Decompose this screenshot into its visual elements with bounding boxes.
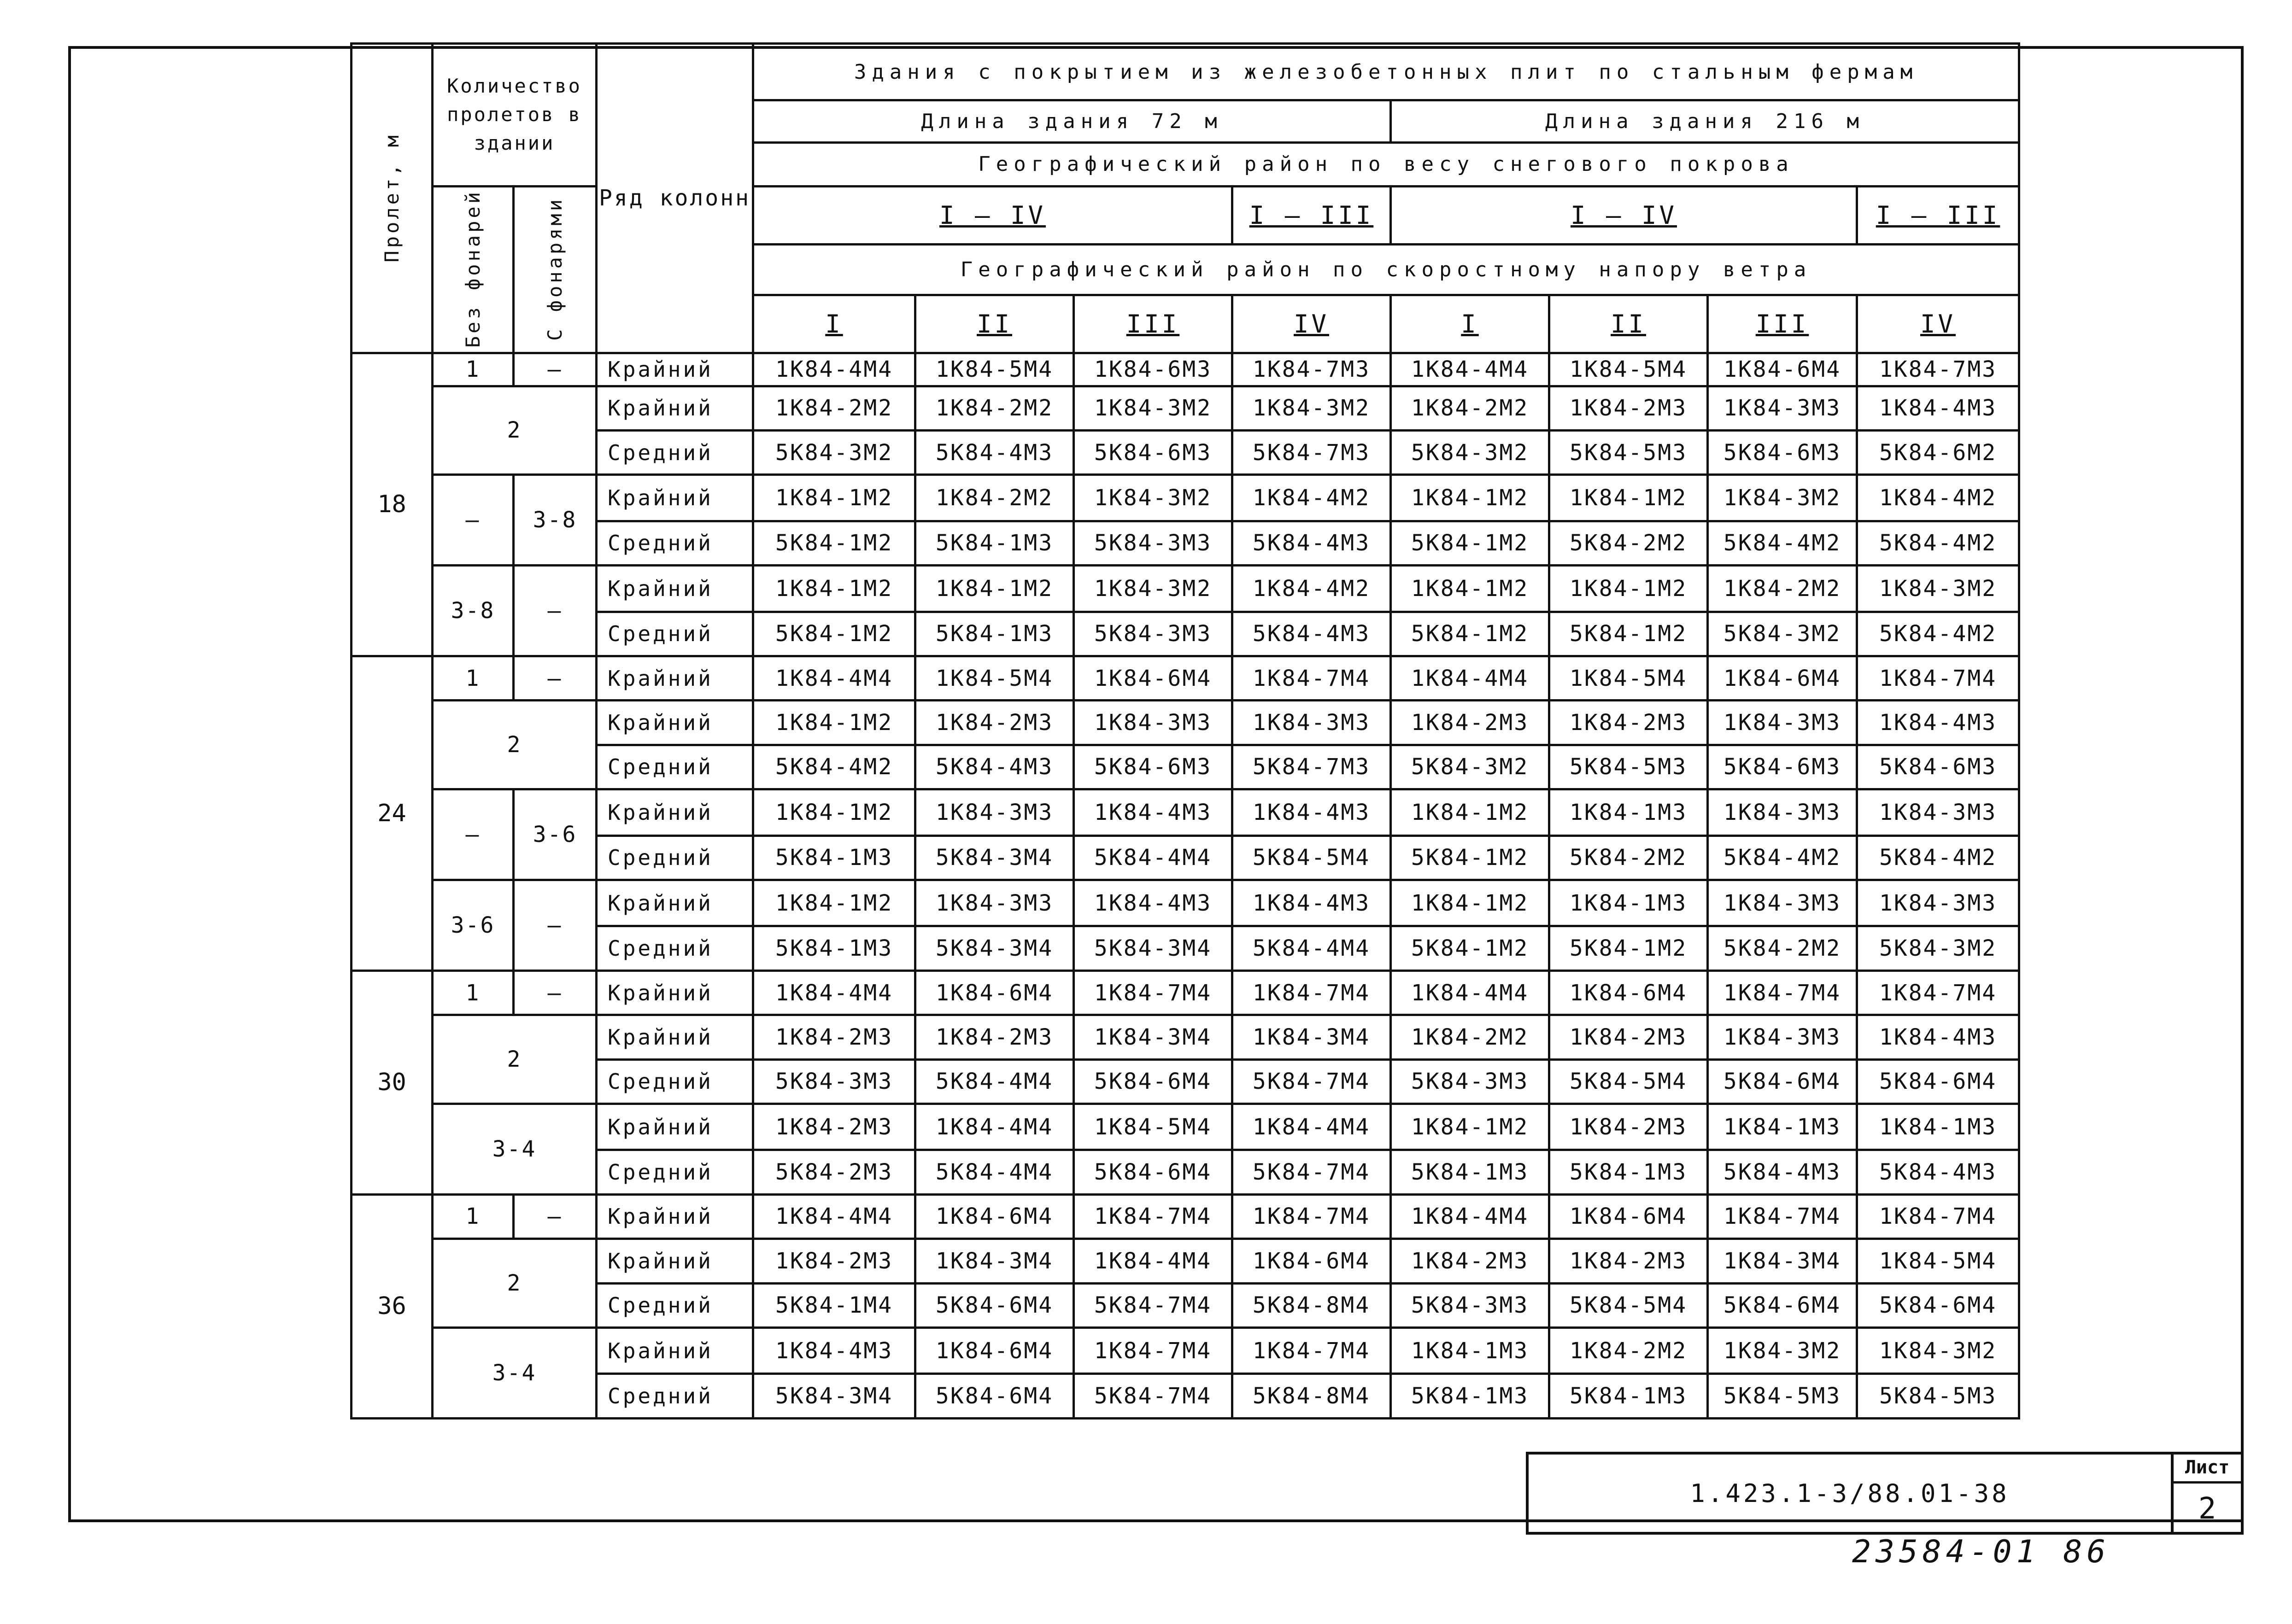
column-mark-cell: 5К84-7М4: [1074, 1283, 1232, 1327]
column-mark-cell: 1К84-1М2: [753, 566, 915, 612]
column-mark-cell: 1К84-7М3: [1232, 353, 1391, 386]
column-mark-cell: 5К84-1М2: [1391, 926, 1549, 970]
column-mark-cell: 5К84-3М4: [753, 1374, 915, 1419]
column-mark-cell: 5К84-3М2: [1391, 430, 1549, 474]
column-mark-cell: 5К84-3М3: [1074, 612, 1232, 656]
column-mark-cell: 5К84-4М2: [1857, 835, 2019, 880]
column-mark-cell: 5К84-6М4: [1708, 1059, 1857, 1104]
column-mark-cell: 1К84-3М2: [1708, 1327, 1857, 1373]
column-mark-cell: 5К84-6М3: [1857, 745, 2019, 789]
column-mark-cell: 1К84-5М4: [915, 656, 1074, 700]
column-mark-cell: 5К84-4М3: [1857, 1150, 2019, 1194]
column-mark-cell: 1К84-5М4: [915, 353, 1074, 386]
table-row: [352, 1194, 2019, 1238]
column-row-type: Крайний: [597, 353, 753, 386]
column-mark-cell: 1К84-4М3: [1074, 789, 1232, 835]
table-row: [352, 880, 2019, 926]
column-mark-cell: 1К84-6М4: [915, 970, 1074, 1015]
column-mark-cell: 1К84-3М3: [1857, 880, 2019, 926]
column-mark-cell: 1К84-3М4: [1074, 1015, 1232, 1059]
column-mark-cell: 5К84-4М2: [1857, 612, 2019, 656]
column-mark-cell: 5К84-2М2: [1708, 926, 1857, 970]
sheet-label: Лист: [2174, 1455, 2241, 1484]
table-row: [352, 1150, 2019, 1194]
column-mark-cell: 1К84-2М3: [1391, 1239, 1549, 1283]
column-mark-cell: 1К84-7М4: [1232, 1327, 1391, 1373]
column-mark-cell: 1К84-4М4: [1391, 970, 1549, 1015]
column-mark-cell: 5К84-4М3: [915, 745, 1074, 789]
column-mark-cell: 5К84-4М2: [1708, 521, 1857, 565]
column-mark-cell: 5К84-7М4: [1074, 1374, 1232, 1419]
snow-region-header: Географический район по весу снегового покрова: [753, 143, 2019, 186]
column-mark-cell: 1К84-7М4: [1074, 970, 1232, 1015]
column-mark-cell: 5К84-4М3: [1232, 521, 1391, 565]
column-mark-cell: 1К84-2М3: [915, 701, 1074, 745]
column-row-type: Крайний: [597, 1239, 753, 1283]
wind-col-header: I: [1391, 295, 1549, 353]
wind-col-header: I: [753, 295, 915, 353]
column-mark-cell: 1К84-1М2: [1391, 789, 1549, 835]
column-mark-cell: 5К84-6М4: [1074, 1059, 1232, 1104]
column-mark-cell: 5К84-5М4: [1549, 1059, 1708, 1104]
count-spans: 2: [433, 701, 597, 789]
column-mark-cell: 5К84-5М3: [1549, 430, 1708, 474]
column-mark-cell: 1К84-3М3: [1708, 386, 1857, 430]
count-no-lanterns: 1: [433, 1194, 514, 1238]
column-mark-cell: 1К84-6М3: [1074, 353, 1232, 386]
column-mark-cell: 1К84-2М2: [915, 475, 1074, 521]
column-mark-cell: 5К84-6М2: [1857, 430, 2019, 474]
column-mark-cell: 1К84-3М3: [1232, 701, 1391, 745]
column-mark-cell: 1К84-3М3: [1708, 789, 1857, 835]
column-mark-cell: 5К84-4М2: [753, 745, 915, 789]
column-row-type: Крайний: [597, 1104, 753, 1150]
table-row: [352, 1283, 2019, 1327]
table-row: [352, 656, 2019, 700]
column-mark-cell: 1К84-1М3: [1857, 1104, 2019, 1150]
table-row: [352, 430, 2019, 474]
column-row-type: Средний: [597, 1374, 753, 1419]
column-mark-cell: 1К84-4М4: [1391, 656, 1549, 700]
column-row-type: Крайний: [597, 1194, 753, 1238]
count-no-lanterns: —: [433, 475, 514, 566]
column-mark-cell: 5К84-1М3: [753, 835, 915, 880]
span-value: 30: [352, 970, 433, 1194]
column-mark-cell: 5К84-3М2: [753, 430, 915, 474]
column-mark-cell: 1К84-1М2: [1391, 475, 1549, 521]
column-mark-cell: 1К84-3М4: [1232, 1015, 1391, 1059]
column-mark-cell: 1К84-1М2: [1549, 475, 1708, 521]
column-mark-cell: 1К84-7М4: [1074, 1327, 1232, 1373]
table-row: [352, 1374, 2019, 1419]
sheet-number: 2: [2198, 1492, 2216, 1526]
column-mark-cell: 1К84-1М3: [1549, 880, 1708, 926]
column-mark-cell: 1К84-4М4: [1074, 1239, 1232, 1283]
column-mark-cell: 1К84-6М4: [1549, 970, 1708, 1015]
count-no-lanterns: —: [433, 789, 514, 880]
column-mark-cell: 5К84-3М4: [1074, 926, 1232, 970]
count-with-lanterns: —: [514, 656, 597, 700]
archive-number: 23584-01 86: [1852, 1534, 2110, 1570]
column-mark-cell: 5К84-3М3: [1391, 1059, 1549, 1104]
column-mark-cell: 5К84-7М3: [1232, 745, 1391, 789]
column-mark-cell: 5К84-7М3: [1232, 430, 1391, 474]
column-mark-cell: 1К84-3М2: [1708, 475, 1857, 521]
snow-group-1: I — IV: [753, 186, 1232, 244]
column-mark-cell: 5К84-1М2: [753, 521, 915, 565]
table-row: [352, 1015, 2019, 1059]
column-mark-cell: 1К84-6М4: [1549, 1194, 1708, 1238]
column-mark-cell: 1К84-1М2: [753, 880, 915, 926]
column-row-type: Крайний: [597, 656, 753, 700]
column-row-type: Средний: [597, 926, 753, 970]
column-mark-cell: 1К84-4М4: [753, 970, 915, 1015]
column-mark-cell: 1К84-4М2: [1232, 566, 1391, 612]
snow-group-2: I — III: [1232, 186, 1391, 244]
column-mark-cell: 5К84-6М3: [1708, 430, 1857, 474]
column-mark-cell: 1К84-2М3: [1549, 701, 1708, 745]
column-mark-cell: 5К84-6М4: [1708, 1283, 1857, 1327]
column-row-type: Крайний: [597, 475, 753, 521]
column-mark-cell: 5К84-4М2: [1857, 521, 2019, 565]
column-mark-cell: 5К84-5М4: [1549, 1283, 1708, 1327]
column-row-type: Средний: [597, 612, 753, 656]
column-mark-cell: 1К84-4М4: [1391, 1194, 1549, 1238]
column-row-type: Средний: [597, 745, 753, 789]
column-mark-cell: 1К84-7М4: [1857, 970, 2019, 1015]
column-mark-cell: 1К84-2М2: [1391, 386, 1549, 430]
column-mark-cell: 5К84-1М2: [1549, 926, 1708, 970]
column-mark-cell: 1К84-3М3: [1708, 880, 1857, 926]
column-mark-cell: 5К84-1М3: [915, 612, 1074, 656]
column-row-type: Средний: [597, 1150, 753, 1194]
column-mark-cell: 5К84-1М3: [915, 521, 1074, 565]
column-mark-cell: 5К84-3М3: [753, 1059, 915, 1104]
count-with-lanterns: —: [514, 566, 597, 656]
column-mark-cell: 5К84-4М4: [915, 1059, 1074, 1104]
column-mark-cell: 1К84-5М4: [1549, 656, 1708, 700]
no-lanterns-header: Без фонарей: [433, 186, 514, 353]
table-row: [352, 612, 2019, 656]
column-mark-cell: 1К84-5М4: [1074, 1104, 1232, 1150]
column-mark-cell: 1К84-2М2: [1391, 1015, 1549, 1059]
snow-group-3: I — IV: [1391, 186, 1857, 244]
count-spans: 2: [433, 386, 597, 475]
wind-col-header: III: [1708, 295, 1857, 353]
column-mark-cell: 5К84-3М2: [1857, 926, 2019, 970]
column-mark-cell: 1К84-1М3: [1708, 1104, 1857, 1150]
column-mark-cell: 1К84-4М4: [1391, 353, 1549, 386]
column-mark-cell: 1К84-3М4: [915, 1239, 1074, 1283]
column-mark-cell: 5К84-4М4: [1074, 835, 1232, 880]
wind-col-header: III: [1074, 295, 1232, 353]
column-mark-cell: 1К84-4М4: [915, 1104, 1074, 1150]
column-mark-cell: 1К84-1М2: [753, 789, 915, 835]
column-mark-cell: 1К84-3М4: [1708, 1239, 1857, 1283]
column-mark-cell: 1К84-1М2: [1391, 1104, 1549, 1150]
column-mark-cell: 1К84-4М4: [753, 656, 915, 700]
count-no-lanterns: 3-6: [433, 880, 514, 970]
column-mark-cell: 5К84-5М3: [1857, 1374, 2019, 1419]
length-216-header: Длина здания 216 м: [1391, 100, 2019, 143]
column-mark-cell: 5К84-1М2: [1391, 521, 1549, 565]
table-row: [352, 1059, 2019, 1104]
column-mark-cell: 1К84-3М3: [1708, 701, 1857, 745]
column-mark-cell: 5К84-4М3: [1708, 1150, 1857, 1194]
table-row: [352, 1104, 2019, 1150]
column-mark-cell: 5К84-3М2: [1708, 612, 1857, 656]
column-mark-cell: 1К84-4М3: [1232, 789, 1391, 835]
wind-col-header: II: [1549, 295, 1708, 353]
column-mark-cell: 5К84-4М4: [915, 1150, 1074, 1194]
column-mark-cell: 5К84-3М4: [915, 926, 1074, 970]
span-header: Пролет, м: [352, 44, 433, 353]
column-mark-cell: 1К84-6М4: [1232, 1239, 1391, 1283]
column-mark-cell: 1К84-2М3: [753, 1239, 915, 1283]
column-mark-cell: 5К84-6М4: [915, 1374, 1074, 1419]
column-mark-cell: 5К84-1М2: [1391, 835, 1549, 880]
table-row: [352, 566, 2019, 612]
column-mark-cell: 5К84-7М4: [1232, 1059, 1391, 1104]
column-mark-cell: 1К84-4М3: [753, 1327, 915, 1373]
table-row: [352, 1239, 2019, 1283]
column-mark-cell: 5К84-3М2: [1391, 745, 1549, 789]
count-with-lanterns: 3-6: [514, 789, 597, 880]
designation-box: [1526, 1452, 2171, 1535]
span-value: 24: [352, 656, 433, 970]
column-mark-cell: 1К84-2М3: [1391, 701, 1549, 745]
column-mark-cell: 1К84-2М2: [1549, 1327, 1708, 1373]
column-mark-cell: 5К84-1М3: [1549, 1374, 1708, 1419]
table-row: [352, 386, 2019, 430]
count-spans: 2: [433, 1239, 597, 1328]
table-row: [352, 970, 2019, 1015]
table-row: [352, 789, 2019, 835]
count-no-lanterns: 1: [433, 656, 514, 700]
with-lanterns-header: С фонарями: [514, 186, 597, 353]
count-no-lanterns: 1: [433, 970, 514, 1015]
column-row-type: Крайний: [597, 789, 753, 835]
wind-col-header: IV: [1232, 295, 1391, 353]
column-mark-cell: 5К84-1М3: [1549, 1150, 1708, 1194]
column-mark-cell: 1К84-4М2: [1232, 475, 1391, 521]
column-mark-cell: 1К84-4М2: [1857, 475, 2019, 521]
column-mark-cell: 1К84-2М2: [753, 386, 915, 430]
column-mark-cell: 5К84-1М3: [753, 926, 915, 970]
column-mark-cell: 5К84-4М2: [1708, 835, 1857, 880]
table-row: [352, 1327, 2019, 1373]
column-row-type: Крайний: [597, 386, 753, 430]
column-mark-cell: 1К84-4М3: [1857, 386, 2019, 430]
column-mark-cell: 1К84-1М2: [753, 701, 915, 745]
column-mark-cell: 1К84-1М2: [753, 475, 915, 521]
column-row-type: Крайний: [597, 1327, 753, 1373]
column-mark-cell: 5К84-1М4: [753, 1283, 915, 1327]
column-mark-cell: 5К84-2М3: [753, 1150, 915, 1194]
column-mark-cell: 1К84-7М4: [1857, 1194, 2019, 1238]
column-mark-cell: 1К84-7М4: [1232, 970, 1391, 1015]
column-mark-cell: 1К84-3М2: [1074, 566, 1232, 612]
column-mark-cell: 5К84-3М3: [1074, 521, 1232, 565]
column-mark-cell: 5К84-3М3: [1391, 1283, 1549, 1327]
column-row-type: Крайний: [597, 880, 753, 926]
column-mark-cell: 1К84-2М3: [915, 1015, 1074, 1059]
column-mark-cell: 1К84-2М3: [753, 1015, 915, 1059]
column-mark-cell: 5К84-6М4: [1857, 1059, 2019, 1104]
column-mark-cell: 1К84-3М2: [1232, 386, 1391, 430]
rebar-spec-table: [350, 42, 2020, 1420]
column-row-type: Средний: [597, 521, 753, 565]
column-mark-cell: 1К84-4М4: [753, 353, 915, 386]
column-mark-cell: 5К84-6М3: [1708, 745, 1857, 789]
column-mark-cell: 5К84-1М3: [1391, 1150, 1549, 1194]
count-with-lanterns: 3-8: [514, 475, 597, 566]
column-mark-cell: 5К84-7М4: [1232, 1150, 1391, 1194]
column-mark-cell: 5К84-5М4: [1232, 835, 1391, 880]
column-mark-cell: 5К84-2М2: [1549, 835, 1708, 880]
column-mark-cell: 1К84-4М3: [1232, 880, 1391, 926]
column-mark-cell: 1К84-2М3: [1549, 1104, 1708, 1150]
column-mark-cell: 5К84-8М4: [1232, 1374, 1391, 1419]
length-72-header: Длина здания 72 м: [753, 100, 1391, 143]
column-mark-cell: 1К84-6М4: [1074, 656, 1232, 700]
column-mark-cell: 5К84-4М3: [915, 430, 1074, 474]
column-mark-cell: 1К84-1М3: [1391, 1327, 1549, 1373]
count-with-lanterns: —: [514, 970, 597, 1015]
column-mark-cell: 5К84-3М4: [915, 835, 1074, 880]
count-spans: 3-4: [433, 1327, 597, 1418]
wind-col-header: II: [915, 295, 1074, 353]
column-mark-cell: 1К84-3М3: [1708, 1015, 1857, 1059]
column-row-type: Крайний: [597, 1015, 753, 1059]
column-mark-cell: 5К84-4М4: [1232, 926, 1391, 970]
table-row: [352, 521, 2019, 565]
column-row-type: Крайний: [597, 566, 753, 612]
table-row: [352, 701, 2019, 745]
column-mark-cell: 1К84-6М4: [1708, 353, 1857, 386]
column-mark-cell: 1К84-5М4: [1857, 1239, 2019, 1283]
column-mark-cell: 1К84-1М2: [1549, 566, 1708, 612]
column-mark-cell: 1К84-3М3: [915, 880, 1074, 926]
column-row-type: Средний: [597, 430, 753, 474]
count-no-lanterns: 3-8: [433, 566, 514, 656]
column-mark-cell: 1К84-3М2: [1074, 386, 1232, 430]
count-with-lanterns: —: [514, 880, 597, 970]
column-mark-cell: 1К84-4М4: [1232, 1104, 1391, 1150]
column-mark-cell: 1К84-7М4: [1857, 656, 2019, 700]
column-mark-cell: 1К84-2М2: [1708, 566, 1857, 612]
span-value: 18: [352, 353, 433, 656]
column-row-header: Ряд колонн: [597, 44, 753, 353]
buildings-title: Здания с покрытием из железобетонных плит по стальным фермам: [753, 44, 2019, 100]
column-mark-cell: 1К84-4М4: [753, 1194, 915, 1238]
count-no-lanterns: 1: [433, 353, 514, 386]
count-spans: 2: [433, 1015, 597, 1104]
column-mark-cell: 1К84-1М2: [915, 566, 1074, 612]
table-row: [352, 353, 2019, 386]
column-mark-cell: 1К84-3М2: [1074, 475, 1232, 521]
column-mark-cell: 1К84-1М3: [1549, 789, 1708, 835]
column-mark-cell: 1К84-4М3: [1857, 701, 2019, 745]
column-mark-cell: 5К84-8М4: [1232, 1283, 1391, 1327]
column-mark-cell: 1К84-3М2: [1857, 566, 2019, 612]
column-row-type: Средний: [597, 835, 753, 880]
count-spans: 3-4: [433, 1104, 597, 1194]
count-with-lanterns: —: [514, 1194, 597, 1238]
column-mark-cell: 1К84-2М3: [1549, 1015, 1708, 1059]
column-mark-cell: 1К84-4М3: [1857, 1015, 2019, 1059]
column-mark-cell: 1К84-7М4: [1708, 970, 1857, 1015]
column-mark-cell: 1К84-4М3: [1074, 880, 1232, 926]
column-mark-cell: 1К84-6М4: [1708, 656, 1857, 700]
column-mark-cell: 5К84-1М2: [1391, 612, 1549, 656]
column-row-type: Средний: [597, 1283, 753, 1327]
column-mark-cell: 5К84-6М4: [1074, 1150, 1232, 1194]
column-mark-cell: 1К84-2М3: [1549, 1239, 1708, 1283]
column-mark-cell: 1К84-3М3: [1074, 701, 1232, 745]
table-row: [352, 926, 2019, 970]
column-mark-cell: 5К84-6М4: [915, 1283, 1074, 1327]
column-row-type: Крайний: [597, 970, 753, 1015]
snow-group-4: I — III: [1857, 186, 2019, 244]
column-mark-cell: 1К84-7М4: [1232, 656, 1391, 700]
column-mark-cell: 1К84-3М3: [1857, 789, 2019, 835]
column-mark-cell: 5К84-5М3: [1549, 745, 1708, 789]
column-row-type: Средний: [597, 1059, 753, 1104]
column-mark-cell: 1К84-7М3: [1857, 353, 2019, 386]
column-mark-cell: 1К84-5М4: [1549, 353, 1708, 386]
column-mark-cell: 1К84-2М3: [1549, 386, 1708, 430]
column-mark-cell: 5К84-1М2: [1549, 612, 1708, 656]
column-mark-cell: 5К84-4М3: [1232, 612, 1391, 656]
column-mark-cell: 1К84-3М2: [1857, 1327, 2019, 1373]
column-mark-cell: 5К84-6М3: [1074, 745, 1232, 789]
column-mark-cell: 1К84-6М4: [915, 1194, 1074, 1238]
column-mark-cell: 1К84-7М4: [1232, 1194, 1391, 1238]
column-mark-cell: 1К84-3М3: [915, 789, 1074, 835]
count-header: Количество пролетов в здании: [433, 44, 597, 187]
designation-code: 1.423.1-3/88.01-38: [1690, 1478, 2010, 1508]
wind-region-header: Географический район по скоростному напору ветра: [753, 244, 2019, 295]
wind-col-header: IV: [1857, 295, 2019, 353]
column-mark-cell: 5К84-2М2: [1549, 521, 1708, 565]
column-mark-cell: 1К84-6М4: [915, 1327, 1074, 1373]
column-mark-cell: 5К84-1М3: [1391, 1374, 1549, 1419]
column-mark-cell: 5К84-6М3: [1074, 430, 1232, 474]
span-value: 36: [352, 1194, 433, 1418]
column-row-type: Крайний: [597, 701, 753, 745]
table-row: [352, 745, 2019, 789]
table-row: [352, 835, 2019, 880]
column-mark-cell: 1К84-2М2: [915, 386, 1074, 430]
column-mark-cell: 5К84-6М4: [1857, 1283, 2019, 1327]
column-mark-cell: 1К84-7М4: [1708, 1194, 1857, 1238]
table-row: [352, 475, 2019, 521]
column-mark-cell: 1К84-1М2: [1391, 566, 1549, 612]
column-mark-cell: 1К84-1М2: [1391, 880, 1549, 926]
column-mark-cell: 1К84-7М4: [1074, 1194, 1232, 1238]
column-mark-cell: 5К84-1М2: [753, 612, 915, 656]
sheet-box: [2171, 1452, 2244, 1535]
column-mark-cell: 5К84-5М3: [1708, 1374, 1857, 1419]
column-mark-cell: 1К84-2М3: [753, 1104, 915, 1150]
count-with-lanterns: —: [514, 353, 597, 386]
